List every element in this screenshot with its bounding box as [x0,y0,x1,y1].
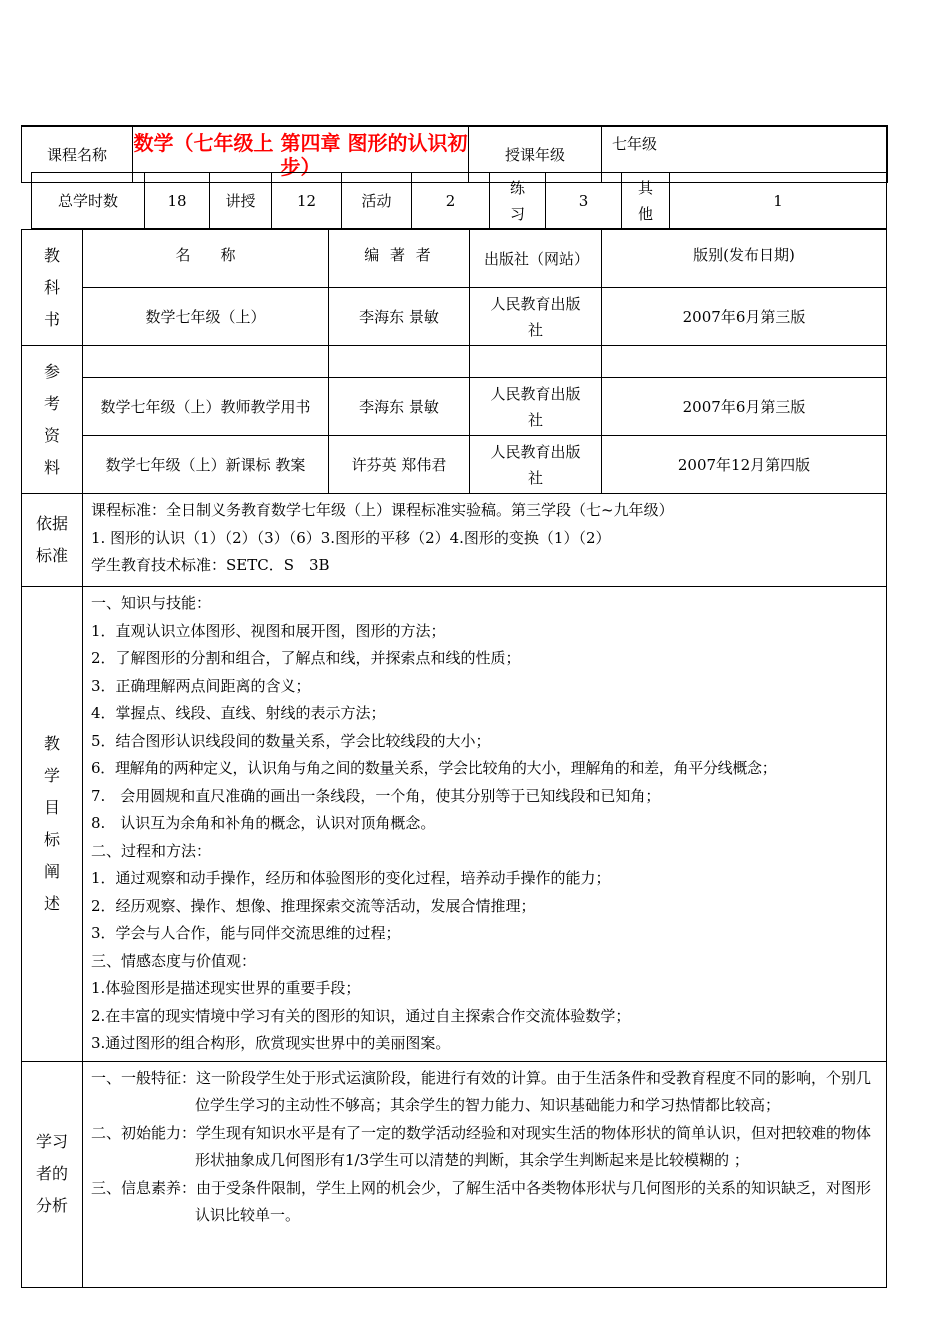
total-hours-label: 总学时数 [32,173,145,229]
learner-item [91,1120,878,1175]
learner-item [91,1065,878,1120]
goal-line: 5．结合图形认识线段间的数量关系，学会比较线段的大小； [91,731,491,750]
goal-line: 2.在丰富的现实情境中学习有关的图形的知识，通过自主探索合作交流体验数学； [91,1006,631,1025]
textbook-author: 李海东 景敏 [329,288,470,346]
practice-label: 练 习 [490,173,546,229]
textbook-col-author: 编 著 者 [329,230,470,288]
textbook-col-edition: 版别(发布日期) [602,230,887,288]
goals-section-label: 教学目标阐述 [22,587,83,1062]
textbook-section-label: 教科书 [22,230,83,346]
goal-line: 2．经历观察、操作、想像、推理探索交流等活动，发展合情推理； [91,896,536,915]
learner-item [91,1175,878,1230]
grade-value: 七年级 [602,126,887,183]
activity-value: 2 [412,173,490,229]
learner-item-label: 三、信息素养： [91,1178,197,1197]
reference-author: 李海东 景敏 [329,378,470,436]
references-empty-cell [470,346,602,378]
goal-line: 3.通过图形的组合构形，欣赏现实世界中的美丽图案。 [91,1034,451,1052]
lecture-value: 12 [272,173,342,229]
grade-label: 授课年级 [469,126,602,183]
goal-line: 三、情感态度与价值观： [91,951,257,970]
basis-line: 课程标准：全日制义务教育数学七年级（上）课程标准实验稿。第三学段（七~九年级） [91,501,674,520]
reference-publisher: 人民教育出版社 [470,436,602,494]
reference-publisher: 人民教育出版社 [470,378,602,436]
practice-value: 3 [546,173,622,229]
goal-line: 1．通过观察和动手操作，经历和体验图形的变化过程，培养动手操作的能力； [91,869,611,887]
goal-line: 6．理解角的两种定义，认识角与角之间的数量关系，学会比较角的大小，理解角的和差，角平分线概念； [91,759,777,777]
reference-author: 许芬英 郑伟君 [329,436,470,494]
goal-line: 1.体验图形是描述现实世界的重要手段； [91,979,361,997]
learner-item-text: 这一阶段学生处于形式运演阶段，能进行有效的计算。由于生活条件和受教育程度不同的影响，个别几位学生学习的主动性不够高；其余学生的智力能力、知识基础能力和学习热情都比较高； [195,1068,872,1114]
other-label: 其 他 [622,173,670,229]
basis-line: 学生教育技术标准：SETC．S 3B [91,556,330,575]
textbook-edition: 2007年6月第三版 [602,288,887,346]
basis-line: 1. 图形的认识（1）（2）（3）（6）3.图形的平移（2）4.图形的变换（1）（2） [91,528,611,547]
learner-item-label: 二、初始能力： [91,1123,197,1142]
reference-edition: 2007年6月第三版 [602,378,887,436]
reference-name: 数学七年级（上）新课标 教案 [83,436,329,494]
reference-edition: 2007年12月第四版 [602,436,887,494]
goal-line: 一、知识与技能： [91,594,212,612]
basis-content [83,494,887,587]
goal-line: 1．直观认识立体图形、视图和展开图，图形的方法； [91,621,446,640]
textbook-publisher: 人民教育出版社 [470,288,602,346]
goal-line: 7. 会用圆规和直尺准确的画出一条线段，一个角，使其分别等于已知线段和已知角； [91,786,661,805]
goal-line: 4．掌握点、线段、直线、射线的表示方法； [91,704,386,722]
basis-section-label: 依据标准 [22,494,83,587]
references-section-label: 参考资料 [22,346,83,494]
lecture-label: 讲授 [210,173,272,229]
learner-item-text: 由于受条件限制，学生上网的机会少，了解生活中各类物体形状与几何图形的关系的知识缺乏，对图形认识比较单一。 [195,1178,872,1224]
goal-line: 8. 认识互为余角和补角的概念，认识对顶角概念。 [91,814,436,832]
reference-name: 数学七年级（上）教师教学用书 [83,378,329,436]
hours-table [31,172,887,229]
references-empty-cell [83,346,329,378]
learners-content [83,1061,887,1287]
learner-item-text: 学生现有知识水平是有了一定的数学活动经验和对现实生活的物体形状的简单认识，但对把较难的物体形状抽象成几何图形有1/3学生可以清楚的判断，其余学生判断起来是比较模糊的 ； [195,1123,872,1169]
total-hours-value: 18 [145,173,210,229]
textbook-col-publisher: 出版社（网站） [470,230,602,288]
goal-line: 3．正确理解两点间距离的含义； [91,676,311,695]
course-name-label: 课程名称 [22,126,133,183]
references-empty-cell [329,346,470,378]
goal-line: 3．学会与人合作，能与同伴交流思维的过程； [91,924,401,942]
references-empty-cell [602,346,887,378]
textbook-col-name: 名 称 [83,230,329,288]
learners-section-label: 学习者的分析 [22,1061,83,1287]
goals-content [83,587,887,1062]
goal-line: 二、过程和方法： [91,841,212,860]
other-value: 1 [670,173,887,229]
main-table [21,229,887,1288]
activity-label: 活动 [342,173,412,229]
learner-item-label: 一、一般特征： [91,1068,197,1087]
goal-line: 2．了解图形的分割和组合，了解点和线，并探索点和线的性质； [91,649,521,667]
textbook-name: 数学七年级（上） [83,288,329,346]
course-name-value: 数学（七年级上 第四章 图形的认识初步） [133,126,469,183]
